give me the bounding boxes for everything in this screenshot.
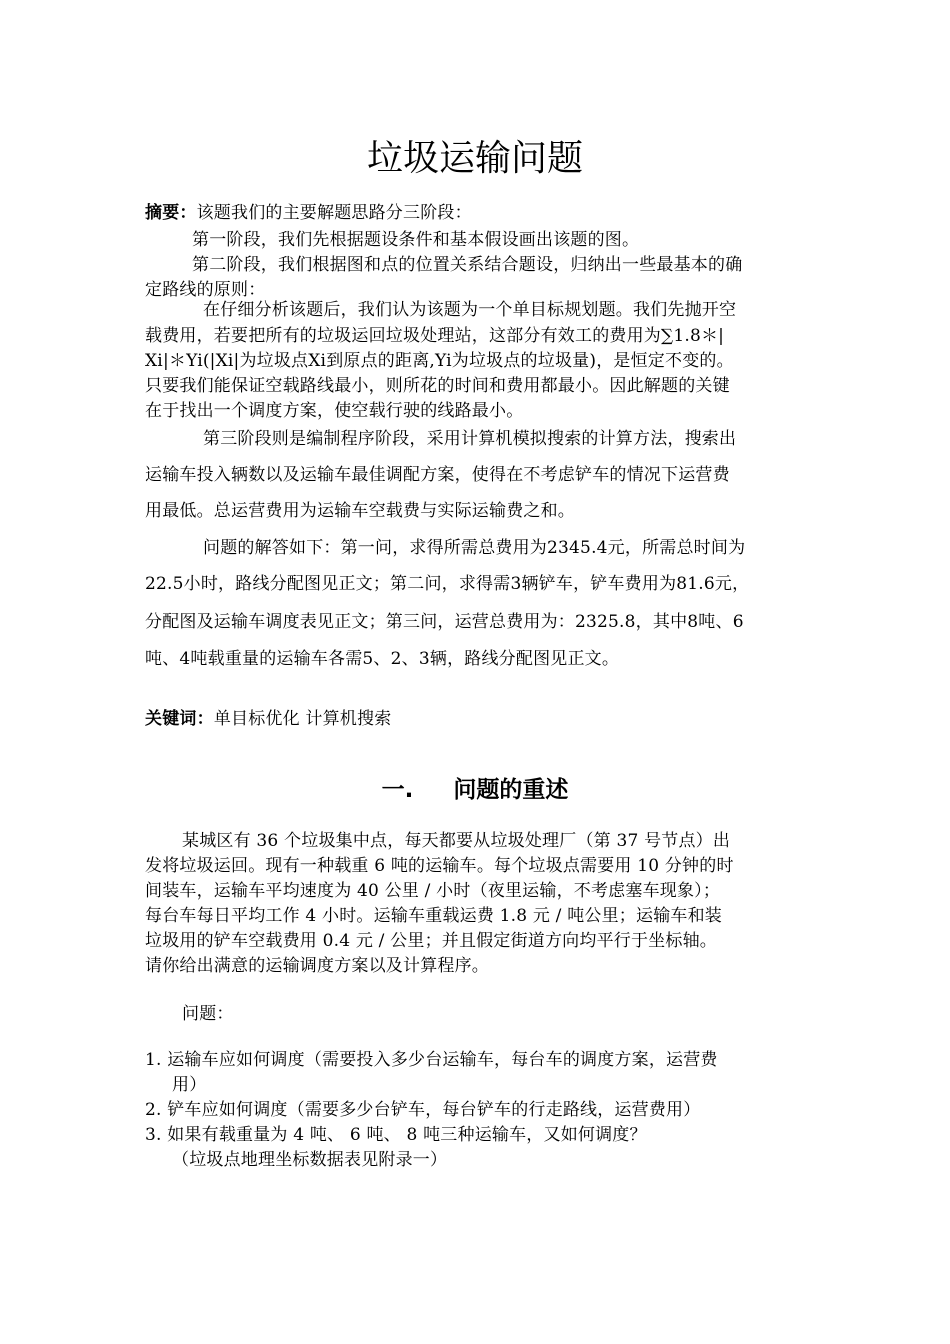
abstract-line: 第三阶段则是编制程序阶段，采用计算机模拟搜索的计算方法，搜索出 (203, 429, 737, 449)
abstract-line: 定路线的原则： (145, 280, 266, 300)
abstract-line: 运输车投入辆数以及运输车最佳调配方案，使得在不考虑铲车的情况下运营费 (145, 465, 730, 485)
section-number: 一. (381, 777, 414, 803)
question-item: 1. 运输车应如何调度（需要投入多少台运输车，每台车的调度方案，运营费 (145, 1050, 718, 1070)
section-heading (0, 771, 950, 804)
section-paragraph-line: 间装车，运输车平均速度为 40 公里 / 小时（夜里运输，不考虑塞车现象）； (145, 881, 721, 901)
abstract-line: 第二阶段，我们根据图和点的位置关系结合题设，归纳出一些最基本的确 (192, 255, 743, 275)
section-paragraph-line: 垃圾用的铲车空载费用 0.4 元 / 公里；并且假定街道方向均平行于坐标轴。 (145, 931, 717, 951)
abstract-line: 问题的解答如下：第一问，求得所需总费用为2345.4元，所需总时间为 (203, 538, 746, 558)
abstract-line: 吨、4吨载重量的运输车各需5、2、3辆，路线分配图见正文。 (145, 649, 620, 669)
abstract-line: 第一阶段，我们先根据题设条件和基本假设画出该题的图。 (192, 230, 640, 250)
keywords-text: 单目标优化 计算机搜索 (213, 709, 392, 729)
abstract-line: 只要我们能保证空载路线最小，则所花的时间和费用都最小。因此解题的关键 (145, 376, 730, 396)
keywords-line (145, 711, 391, 728)
question-item: 2. 铲车应如何调度（需要多少台铲车，每台铲车的行走路线，运营费用） (145, 1100, 701, 1120)
section-title: 问题的重述 (453, 777, 569, 803)
section-paragraph-line: 某城区有 36 个垃圾集中点，每天都要从垃圾处理厂（第 37 号节点）出 (182, 831, 731, 851)
section-paragraph-line: 发将垃圾运回。现有一种载重 6 吨的运输车。每个垃圾点需要用 10 分钟的时 (145, 856, 734, 876)
abstract-first-line (145, 205, 472, 222)
section-paragraph-line: 请你给出满意的运输调度方案以及计算程序。 (145, 956, 489, 976)
abstract-line: 分配图及运输车调度表见正文；第三问，运营总费用为：2325.8，其中8吨、6 (145, 612, 744, 632)
abstract-intro: 该题我们的主要解题思路分三阶段： (196, 203, 472, 223)
section-paragraph-line: 每台车每日平均工作 4 小时。运输车重载运费 1.8 元 / 吨公里；运输车和装 (145, 906, 723, 926)
abstract-line: 在于找出一个调度方案，使空载行驶的线路最小。 (145, 401, 524, 421)
question-item: 3. 如果有载重量为 4 吨、 6 吨、 8 吨三种运输车，又如何调度？ (145, 1125, 647, 1145)
paper-title: 垃圾运输问题 (366, 138, 583, 179)
question-item-continued: 用） (172, 1075, 207, 1095)
abstract-line: 用最低。总运营费用为运输车空载费与实际运输费之和。 (145, 501, 575, 521)
abstract-line: Xi|＊Yi(|Xi|为垃圾点Xi到原点的距离,Yi为垃圾点的垃圾量)，是恒定不变的。 (145, 351, 734, 371)
abstract-line: 在仔细分析该题后，我们认为该题为一个单目标规划题。我们先抛开空 (203, 300, 737, 320)
abstract-line: 22.5小时，路线分配图见正文；第二问，求得需3辆铲车，铲车费用为81.6元， (145, 574, 750, 594)
keywords-label: 关键词： (145, 709, 214, 729)
abstract-label: 摘要： (145, 203, 197, 223)
questions-label: 问题： (182, 1004, 234, 1024)
appendix-note: （垃圾点地理坐标数据表见附录一） (172, 1150, 448, 1170)
abstract-line: 载费用，若要把所有的垃圾运回垃圾处理站，这部分有效工的费用为∑1.8＊| (145, 326, 725, 346)
